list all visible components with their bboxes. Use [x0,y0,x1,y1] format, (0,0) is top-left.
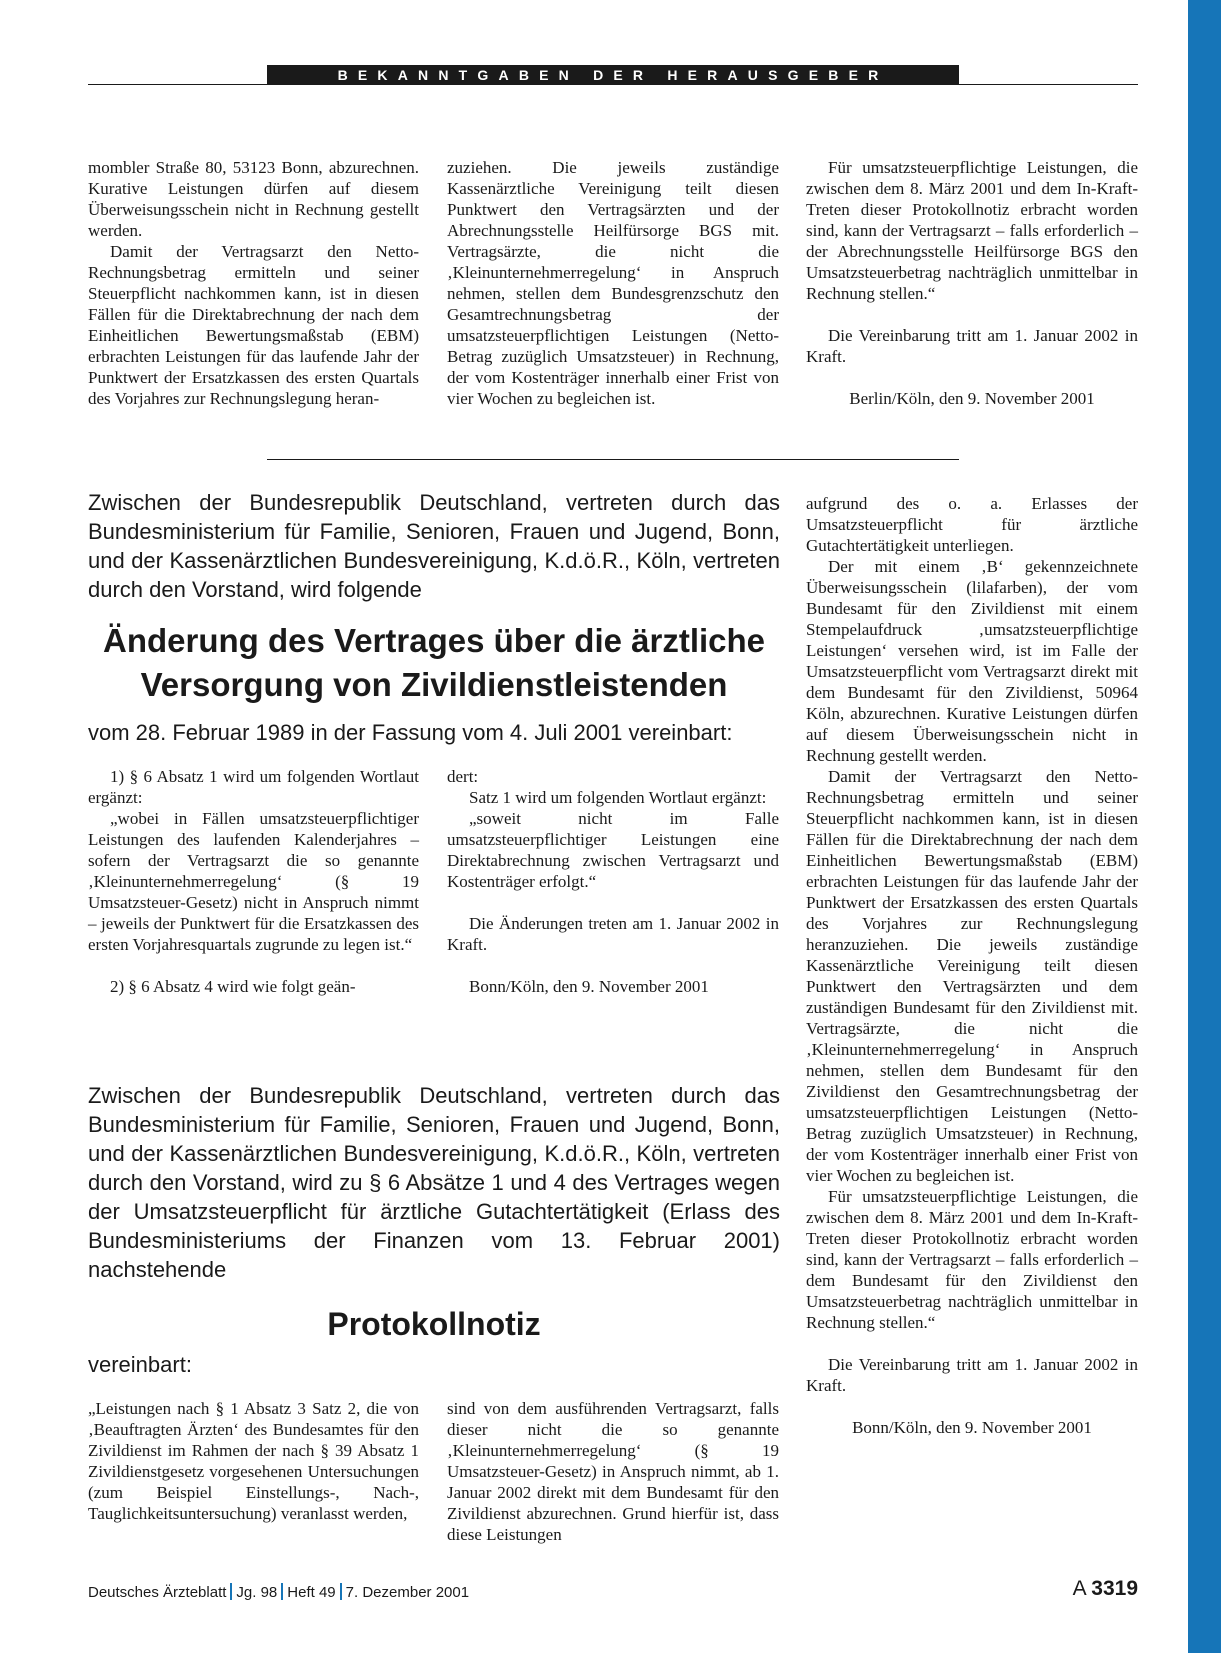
paragraph: 1) § 6 Absatz 1 wird um folgenden Wortlaut ergänzt: [88,767,419,807]
section1-column-2 [447,766,779,997]
top-column-2 [447,157,779,409]
section-divider [267,459,959,460]
side-color-bar [1188,0,1221,1653]
signature-line: Bonn/Köln, den 9. November 2001 [852,1418,1092,1437]
paragraph: Satz 1 wird um folgenden Wortlaut ergänzt: [469,788,767,807]
section1-intro: Zwischen der Bundesrepublik Deutschland, vertreten durch das Bundesministerium für Familie, Senioren, Frauen und Jugend, Bonn, und der Kassenärztlichen Bundesvereinigung, K.d.ö.R., Köln, vertreten durch den Vorstand, wird folgende [88,490,780,602]
paragraph: Für umsatzsteuerpflichtige Leistungen, die zwischen dem 8. März 2001 und dem In-Kraft-Treten dieser Protokollnotiz erbracht worden sind, kann der Vertragsarzt – falls erforderlich – der Abrechnungsstelle Heilfürsorge BGS den Umsatzsteuerbetrag nachträglich unmittelbar in Rechnung stellen.“ [806,158,1138,303]
paragraph: „wobei in Fällen umsatzsteuerpflichtiger Leistungen des laufenden Kalenderjahres – sofern der Vertragsarzt die so genannte ‚Kleinunternehmerregelung‘ (§ 19 Umsatzsteuer-Gesetz) nicht in Anspruch nimmt – jeweils der Punktwert für die Ersatzkassen des ersten Vorjahresquartals zugrunde zu legen ist.“ [88,809,419,954]
paragraph: Die Vereinbarung tritt am 1. Januar 2002 in Kraft. [806,326,1138,366]
top-column-1 [88,157,419,409]
signature-line: Bonn/Köln, den 9. November 2001 [469,977,709,996]
paragraph: Damit der Vertragsarzt den Netto-Rechnungsbetrag ermitteln und seiner Steuerpflicht nachkommen kann, ist in diesen Fällen für die Direktabrechnung der nach dem Einheitlichen Bewertungsmaßstab (EBM) erbrachten Leistungen für das laufende Jahr der Punktwert der Ersatzkassen des ersten Quartals des Vorjahres zur Rechnungslegung heran- [88,242,419,408]
right-column [806,493,1138,1438]
paragraph: Für umsatzsteuerpflichtige Leistungen, die zwischen dem 8. März 2001 und dem In-Kraft-Treten dieser Protokollnotiz erbracht worden sind, kann der Vertragsarzt – falls erforderlich – dem Bundesamt für den Zivildienst den Umsatzsteuerbetrag nachträglich unmittelbar in Rechnung stellen.“ [806,1187,1138,1332]
journal-issue: Heft 49 [287,1584,336,1601]
page-number [1073,1579,1138,1599]
paragraph: mombler Straße 80, 53123 Bonn, abzurechnen. Kurative Leistungen dürfen auf diesem Überweisungsschein nicht in Rechnung gestellt werden. [88,158,419,240]
section1-subtitle: vom 28. Februar 1989 in der Fassung vom 4. Juli 2001 vereinbart: [88,720,733,745]
paragraph: 2) § 6 Absatz 4 wird wie folgt geän- [110,977,356,996]
paragraph: Damit der Vertragsarzt den Netto-Rechnungsbetrag ermitteln und seiner Steuerpflicht nachkommen kann, ist in diesen Fällen für die Direktabrechnung der nach dem Einheitlichen Bewertungsmaßstab (EBM) erbrachten Leistungen für das laufende Jahr der Punktwert der Ersatzkassen des ersten Quartals des Vorjahres zur Rechnungslegung heranzuziehen. Die jeweils zuständige Kassenärztliche Vereinigung teilt diesen Punktwert den Vertragsärzten und dem zuständigen Bundesamt für den Zivildienst mit. Vertragsärzte, die nicht die ‚Kleinunternehmerregelung‘ in Anspruch nehmen, stellen dem Bundesamt für den Zivildienst den Gesamtrechnungsbetrag der umsatzsteuerpflichtigen Leistungen (Netto-Betrag zuzüglich Umsatzsteuer) in Rechnung, der vom Kostenträger innerhalb einer Frist von vier Wochen zu begleichen ist. [806,767,1138,1185]
title-line: Versorgung von Zivildienstleistenden [140,666,728,703]
section2-subtitle: vereinbart: [88,1352,192,1377]
section1-column-1 [88,766,419,997]
top-column-3 [806,157,1138,409]
journal-date: 7. Dezember 2001 [345,1584,470,1601]
journal-volume: Jg. 98 [236,1584,278,1601]
signature-line: Berlin/Köln, den 9. November 2001 [849,389,1095,408]
section2-intro: Zwischen der Bundesrepublik Deutschland, vertreten durch das Bundesministerium für Familie, Senioren, Frauen und Jugend, Bonn, und der Kassenärztlichen Bundesvereinigung, K.d.ö.R., Köln, vertreten durch den Vorstand, wird zu § 6 Absätze 1 und 4 des Vertrages wegen der Umsatzsteuerpflicht für ärztliche Gutachtertätigkeit (Erlass des Bundesministeriums der Finanzen vom 13. Februar 2001) nachstehende [88,1083,780,1282]
paragraph: Die Änderungen treten am 1. Januar 2002 in Kraft. [447,914,779,954]
section2-title: Protokollnotiz [327,1306,541,1342]
paragraph: sind von dem ausführenden Vertragsarzt, falls dieser nicht die so genannte ‚Kleinunternehmerregelung‘ (§ 19 Umsatzsteuer-Gesetz) in Anspruch nimmt, ab 1. Januar 2002 direkt mit dem Bundesamt für den Zivildienst abzurechnen. Grund hierfür ist, dass diese Leistungen [447,1399,779,1544]
page-footer [88,1577,1138,1603]
title-line: Änderung des Vertrages über die ärztliche [102,622,766,659]
footer-separator [281,1583,283,1600]
paragraph: „soweit nicht im Falle umsatzsteuerpflichtiger Leistungen eine Direktabrechnung zwischen Vertragsarzt und Kostenträger erfolgt.“ [447,809,779,891]
footer-separator [340,1583,342,1600]
section2-column-1 [88,1398,419,1524]
paragraph: aufgrund des o. a. Erlasses der Umsatzsteuerpflicht für ärztliche Gutachtertätigkeit unterliegen. [806,494,1138,555]
paragraph: Der mit einem ‚B‘ gekennzeichnete Überweisungsschein (lilafarben), der vom Bundesamt für den Zivildienst mit einem Stempelaufdruck ‚umsatzsteuerpflichtige Leistungen‘ versehen wird, ist im Falle der Umsatzsteuerpflicht vom Vertragsarzt direkt mit dem Bundesamt für den Zivildienst, 50964 Köln, abzurechnen. Kurative Leistungen dürfen auf diesem Überweisungsschein nicht in Rechnung gestellt werden. [806,557,1138,765]
section2-column-2 [447,1398,779,1545]
page-prefix: A [1072,1577,1086,1600]
paragraph: Die Vereinbarung tritt am 1. Januar 2002 in Kraft. [806,1355,1138,1395]
page-number-value: 3319 [1091,1577,1138,1600]
header-rule [88,84,1138,85]
paragraph: dert: [447,767,479,786]
journal-name: Deutsches Ärzteblatt [88,1584,227,1601]
paragraph: „Leistungen nach § 1 Absatz 3 Satz 2, die von ‚Beauftragten Ärzten‘ des Bundesamtes für den Zivildienst im Rahmen der nach § 39 Absatz 1 Zivildienstgesetz vorgesehenen Untersuchungen (zum Beispiel Einstellungs-, Nach-, Tauglichkeitsuntersuchung) veranlasst werden, [88,1399,419,1523]
paragraph: zuziehen. Die jeweils zuständige Kassenärztliche Vereinigung teilt diesen Punktwert den Vertragsärzten und der Abrechnungsstelle Heilfürsorge BGS mit. Vertragsärzte, die nicht die ‚Kleinunternehmerregelung‘ in Anspruch nehmen, stellen dem Bundesgrenzschutz den Gesamtrechnungsbetrag der umsatzsteuerpflichtigen Leistungen (Netto-Betrag zuzüglich Umsatzsteuer) in Rechnung, der vom Kostenträger innerhalb einer Frist von vier Wochen zu begleichen ist. [447,158,779,408]
footer-separator [230,1583,232,1600]
section-header-band: BEKANNTGABEN DER HERAUSGEBER [267,65,959,85]
section1-title [88,619,780,707]
